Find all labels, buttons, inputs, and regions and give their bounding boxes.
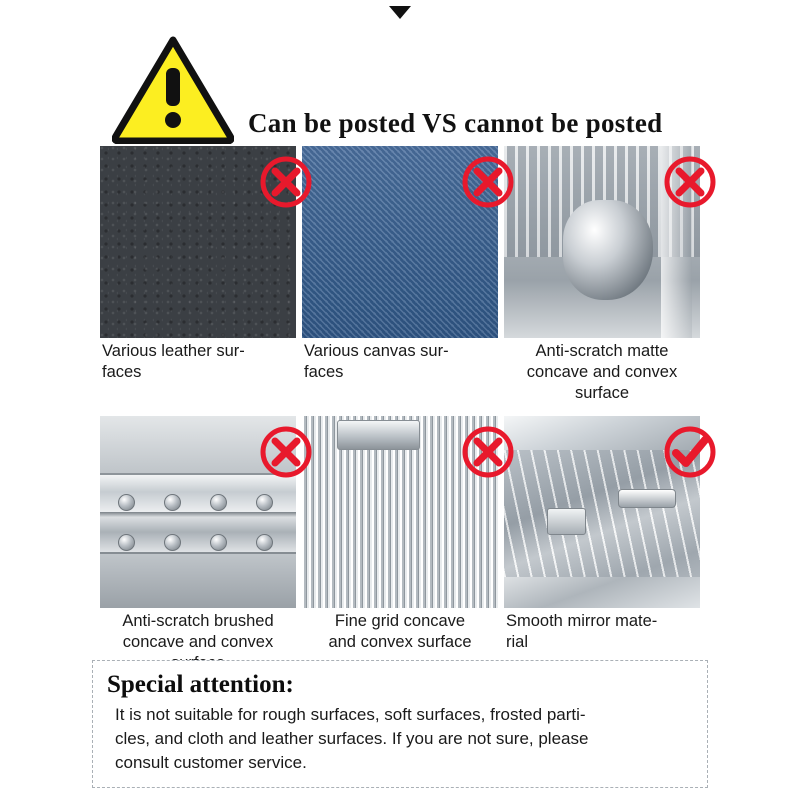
caption-line: faces [102,362,142,381]
fine-grid-texture [302,416,498,608]
sample-caption [504,608,700,653]
sample-image-fine-grid [302,416,498,608]
sample-mirror [504,416,700,674]
leather-texture [100,146,296,338]
warning-triangle-icon [112,36,234,144]
matte-texture [504,146,700,338]
sample-image-matte [504,146,700,338]
sample-caption [504,338,700,404]
caption-line: surface [574,383,630,402]
screw-icon [256,534,273,551]
caption-line: Fine grid concave [334,611,466,630]
screw-icon [164,534,181,551]
screw-icon [118,534,135,551]
header [0,24,800,138]
sample-image-leather [100,146,296,338]
attention-line: cles, and cloth and leather surfaces. If you are not sure, please [115,728,589,748]
canvas-texture [302,146,498,338]
screw-icon [164,494,181,511]
screw-icon [210,494,227,511]
handle-icon [618,489,677,508]
attention-body [107,703,693,775]
caption-line: faces [304,362,344,381]
screw-icon [256,494,273,511]
sample-image-mirror [504,416,700,608]
caption-line: Various leather sur- [102,342,245,360]
sample-caption [302,608,498,653]
sample-image-brushed [100,416,296,608]
special-attention-box [92,660,708,788]
sample-brushed [100,416,296,674]
corner-piece [563,200,653,300]
caption-line: concave and convex [122,632,274,651]
caption-line: rial [506,632,529,651]
caption-line: concave and convex [526,362,678,381]
page-title: Can be posted VS cannot be posted [248,108,663,138]
sample-caption [100,338,296,383]
samples-row [100,416,700,674]
sample-image-canvas [302,146,498,338]
samples-grid [100,146,700,674]
caption-line: Smooth mirror mate- [506,611,658,630]
sample-matte [504,146,700,404]
sample-canvas [302,146,498,404]
screw-icon [118,494,135,511]
clasp-icon [547,508,586,535]
attention-line: consult customer service. [115,752,307,772]
edge-highlight [661,146,692,338]
sample-leather [100,146,296,404]
screw-icon [210,534,227,551]
rib-pattern [504,450,700,577]
mirror-texture [504,416,700,608]
samples-row [100,146,700,404]
sample-fine-grid [302,416,498,674]
attention-title: Special attention: [107,671,294,698]
brushed-hinge-texture [100,416,296,608]
caption-line: and convex surface [328,632,472,651]
caret-down-icon [389,6,411,19]
caption-line: Anti-scratch matte [535,342,669,360]
attention-line: It is not suitable for rough surfaces, soft surfaces, frosted parti- [115,704,586,724]
hinge-seam [100,512,296,517]
latch-lock-icon [337,420,419,451]
sample-caption [302,338,498,383]
caption-line: Anti-scratch brushed [122,611,274,630]
caption-line: Various canvas sur- [304,342,449,360]
